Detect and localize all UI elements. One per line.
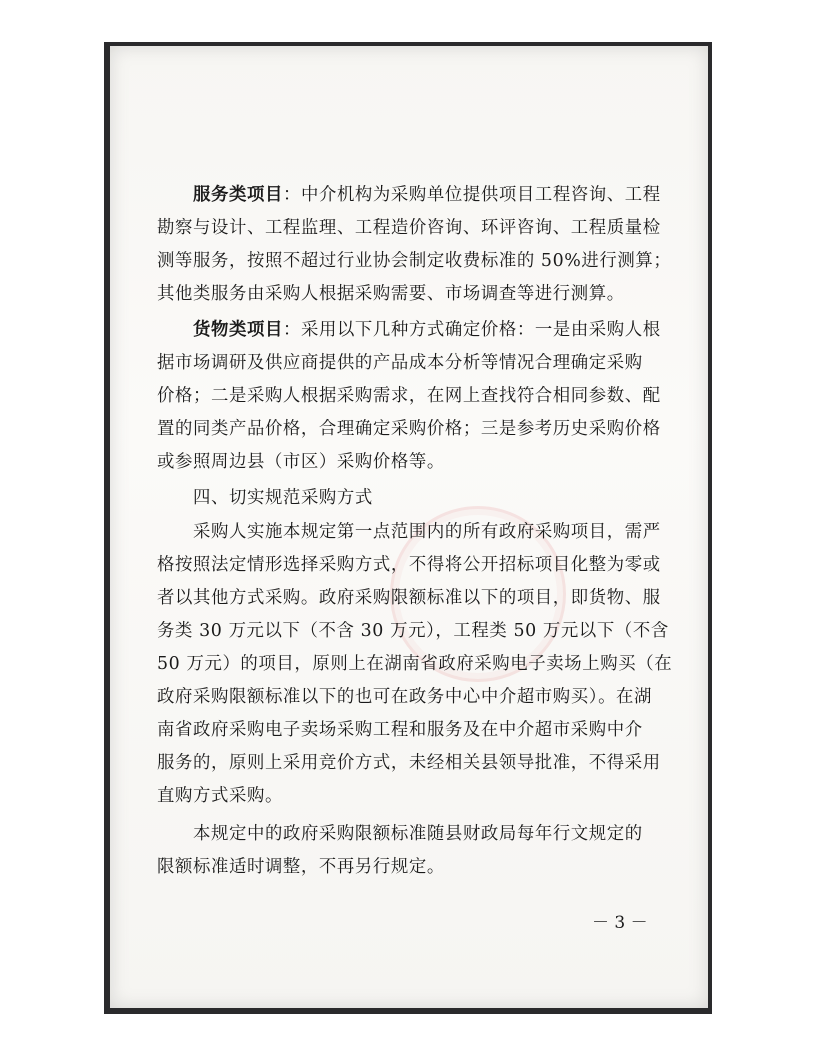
service-para-line-4: 其他类服务由采购人根据采购需要、市场调查等进行测算。	[157, 284, 625, 304]
section-4-line-1: 采购人实施本规定第一点范围内的所有政府采购项目，需严	[193, 522, 661, 542]
closing-line-2: 限额标准适时调整，不再另行规定。	[157, 857, 445, 877]
goods-label: 货物类项目	[193, 320, 283, 340]
section-4-line-5: 50 万元）的项目，原则上在湖南省政府采购电子卖场上购买（在	[157, 654, 673, 674]
service-para-line-2: 勘察与设计、工程监理、工程造价咨询、环评咨询、工程质量检	[157, 218, 661, 238]
service-para-line-3: 测等服务，按照不超过行业协会制定收费标准的 50%进行测算；	[157, 251, 672, 271]
service-label: 服务类项目	[193, 185, 283, 205]
section-4-line-7: 南省政府采购电子卖场采购工程和服务及在中介超市采购中介	[157, 720, 643, 740]
section-4-line-2: 格按照法定情形选择采购方式，不得将公开招标项目化整为零或	[157, 555, 661, 575]
page-number: － 3 －	[592, 913, 648, 933]
goods-para-line-5: 或参照周边县（市区）采购价格等。	[157, 452, 445, 472]
section-4-line-3: 者以其他方式采购。政府采购限额标准以下的项目，即货物、服	[157, 588, 661, 608]
section-4-line-8: 服务的，原则上采用竞价方式，未经相关县领导批准，不得采用	[157, 753, 661, 773]
section-4-heading: 四、切实规范采购方式	[193, 488, 373, 508]
goods-para-line-2: 据市场调研及供应商提供的产品成本分析等情况合理确定采购	[157, 353, 643, 373]
goods-para-line-1: 货物类项目：采用以下几种方式确定价格：一是由采购人根	[193, 320, 661, 340]
section-4-line-9: 直购方式采购。	[157, 786, 283, 806]
section-4-line-6: 政府采购限额标准以下的也可在政务中心中介超市购买）。在湖	[157, 687, 653, 707]
closing-line-1: 本规定中的政府采购限额标准随县财政局每年行文规定的	[193, 824, 643, 844]
goods-para-line-3: 价格；二是采购人根据采购需求，在网上查找符合相同参数、配	[157, 386, 661, 406]
section-4-line-4: 务类 30 万元以下（不含 30 万元），工程类 50 万元以下（不含	[157, 621, 669, 641]
service-para-line-1: 服务类项目：中介机构为采购单位提供项目工程咨询、工程	[193, 185, 661, 205]
goods-para-line-4: 置的同类产品价格，合理确定采购价格；三是参考历史采购价格	[157, 419, 661, 439]
